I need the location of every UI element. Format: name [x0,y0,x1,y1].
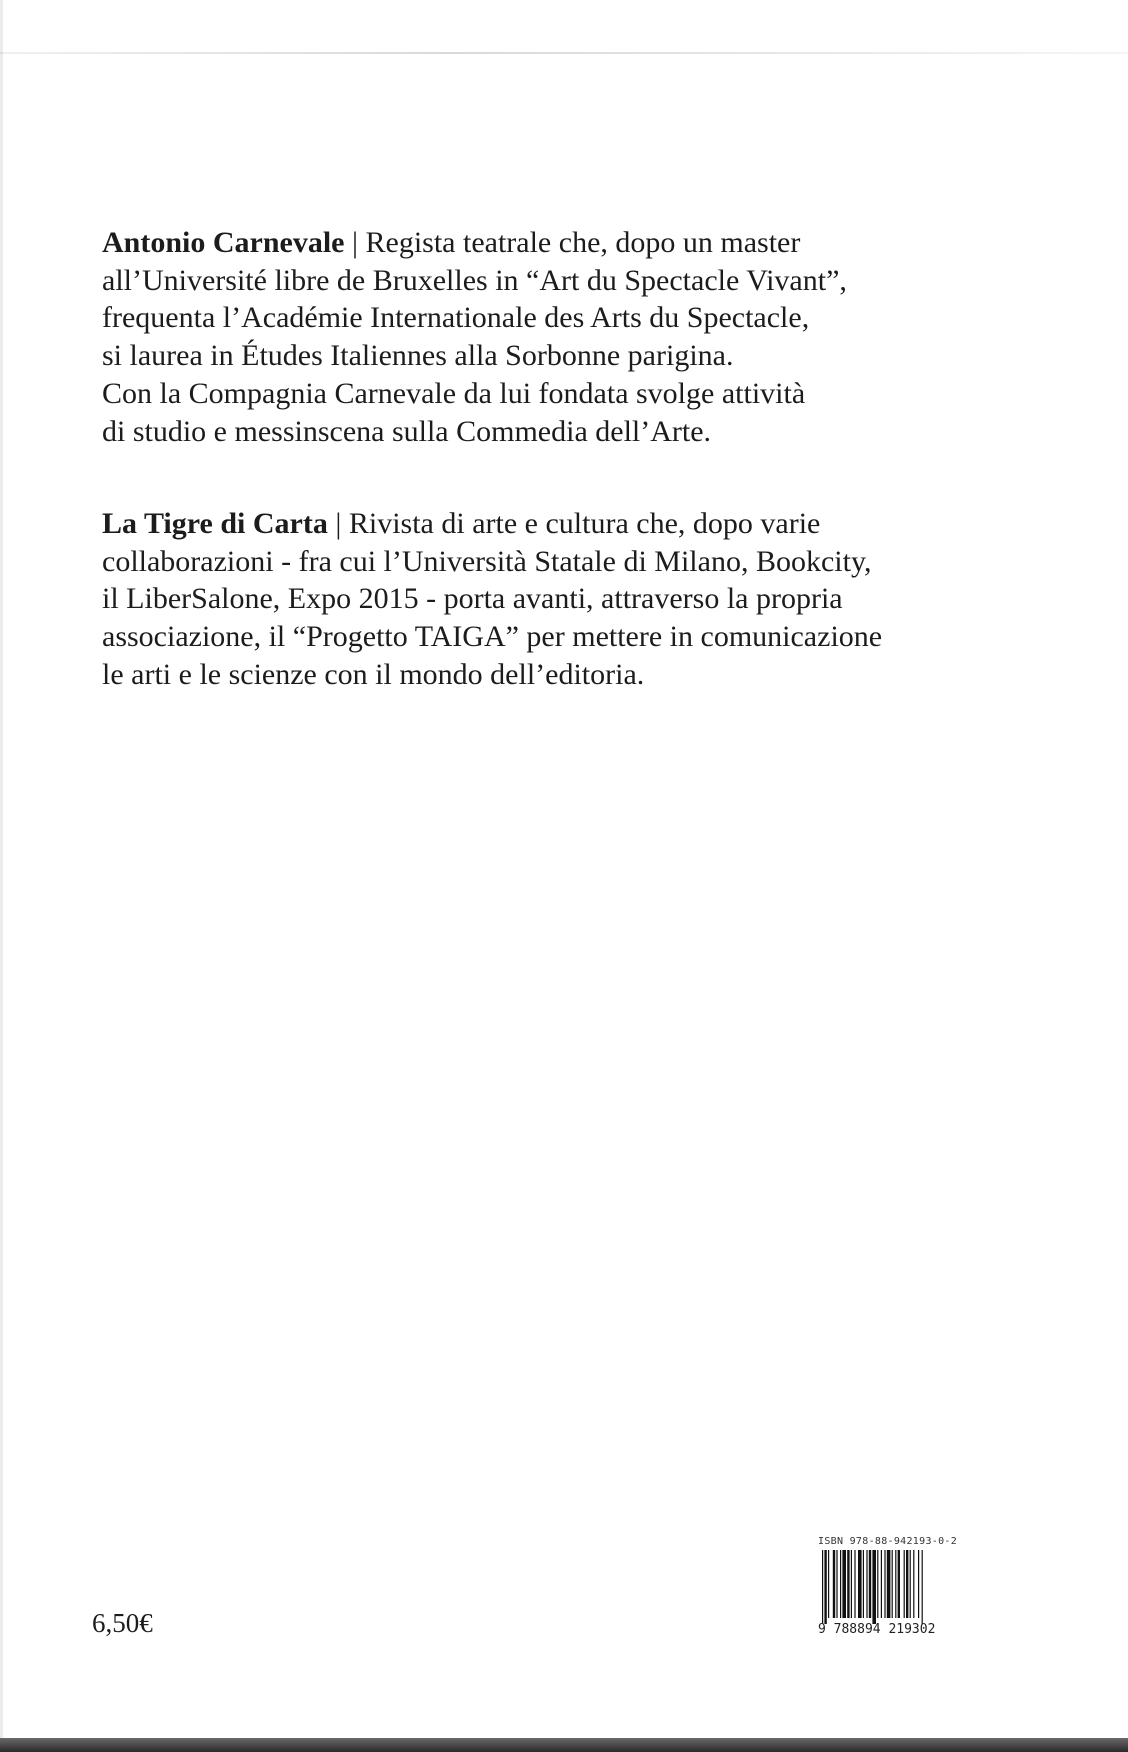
isbn-label: ISBN 978-88-942193-0-2 [818,1536,958,1547]
publisher-name: La Tigre di Carta [102,507,328,540]
publisher-bio-line-5: le arti e le scienze con il mondo dell’editoria. [102,657,645,691]
author-bio-line-6: di studio e messinscena sulla Commedia dell’Arte. [102,414,712,448]
author-bio-line-3: frequenta l’Académie Internationale des Arts du Spectacle, [102,301,810,335]
author-bio-line-1: Antonio Carnevale | Regista teatrale che, dopo un master [102,226,801,259]
author-bio-line-4: si laurea in Études Italiennes alla Sorbonne parigina. [102,339,734,373]
publisher-bio-line-4: associazione, il “Progetto TAIGA” per mettere in comunicazione [102,620,883,654]
publisher-bio-line-1: La Tigre di Carta | Rivista di arte e cultura che, dopo varie [102,507,821,540]
publisher-bio [102,505,1002,694]
author-bio-line-2: all’Université libre de Bruxelles in “Art du Spectacle Vivant”, [102,263,847,297]
scan-fold-line [0,52,1128,54]
scan-bottom-edge [0,1738,1128,1752]
isbn-barcode [818,1536,970,1640]
barcode-digits: 9 788894 219302 [818,1622,936,1637]
author-name: Antonio Carnevale [102,226,345,259]
author-bio-line-5: Con la Compagnia Carnevale da lui fondata svolge attività [102,376,806,410]
barcode-icon [818,1550,970,1624]
publisher-bio-line-2: collaborazioni - fra cui l’Università Statale di Milano, Bookcity, [102,544,872,578]
price-label: 6,50€ [92,1608,153,1638]
scan-left-edge [0,0,3,1752]
author-bio [102,224,1002,450]
publisher-bio-line-3: il LiberSalone, Expo 2015 - porta avanti, attraverso la propria [102,582,843,616]
